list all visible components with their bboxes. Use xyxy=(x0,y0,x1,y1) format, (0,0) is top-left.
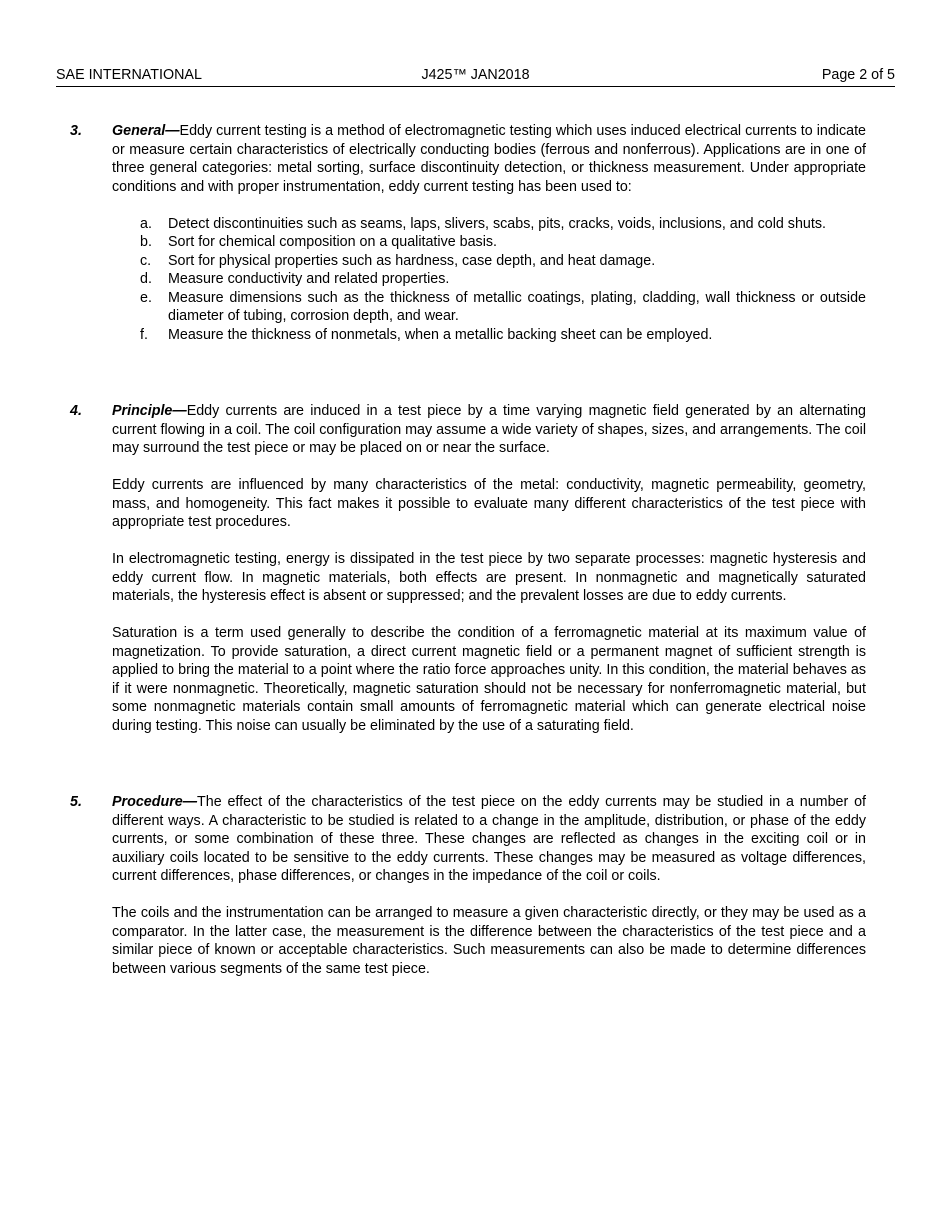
header-document-id: J425™ JAN2018 xyxy=(421,67,530,83)
list-item xyxy=(140,215,866,234)
section-paragraph xyxy=(112,793,866,886)
section-text: Eddy currents are induced in a test piece by a time varying magnetic field generated by an alternating current flowing in a coil. The coil configuration may assume a wide variety of shapes, sizes, and arrangements. The coil may surround the test piece or may be placed on or near the surface. xyxy=(112,403,866,456)
list-item-text: Sort for physical properties such as hardness, case depth, and heat damage. xyxy=(168,252,656,269)
list-item xyxy=(140,233,866,252)
section-paragraph: In electromagnetic testing, energy is dissipated in the test piece by two separate processes: magnetic hysteresis and eddy current flow. In magnetic materials, both effects are present. In nonmagnetic and magnetically saturated materials, the hysteresis effect is absent or suppressed; and the prevalent losses are due to eddy currents. xyxy=(112,551,866,604)
header-page-number: Page 2 of 5 xyxy=(821,67,895,83)
section-number: 4. xyxy=(70,403,82,419)
section-paragraph: Saturation is a term used generally to describe the condition of a ferromagnetic material at its maximum value of magnetization. To provide saturation, a direct current magnetic field or a permanent magnet of sufficient strength is applied to bring the material to a point where the ratio force approaches unity. In this condition, the material behaves as if it were nonmagnetic. Theoretically, magnetic saturation should not be necessary for nonferromagnetic material, but some nonmagnetic materials contain small amounts of ferromagnetic material which can generate electrical noise during testing. This noise can usually be eliminated by the use of a saturating field. xyxy=(112,625,866,734)
list-item xyxy=(140,326,866,345)
section-paragraph: Eddy currents are influenced by many characteristics of the metal: conductivity, magnetic permeability, geometry, mass, and homogeneity. This fact makes it possible to evaluate many different characteristics of the test piece with appropriate test procedures. xyxy=(112,477,866,530)
section-heading: General— xyxy=(112,123,180,139)
section-paragraph xyxy=(112,402,866,458)
list-item xyxy=(140,270,866,289)
list-letter: c. xyxy=(140,252,152,269)
header-organization: SAE INTERNATIONAL xyxy=(56,67,202,83)
section-text: Eddy current testing is a method of electromagnetic testing which uses induced electrical currents to indicate or measure certain characteristics of electrically conducting bodies (ferrous and nonferrous). Applications are in one of three general categories: metal sorting, surface discontinuity detection, or thickness measurement. Under appropriate conditions and with proper instrumentation, eddy current testing has been used to: xyxy=(112,123,866,195)
list-item xyxy=(140,252,866,271)
list-item-text: Measure dimensions such as the thickness of metallic coatings, plating, cladding, wall thickness or outside diameter of tubing, corrosion depth, and wear. xyxy=(168,289,866,324)
section-number: 3. xyxy=(70,123,82,139)
section-4 xyxy=(70,402,866,735)
section-3 xyxy=(70,122,866,344)
section-5 xyxy=(70,793,866,978)
section-text: The effect of the characteristics of the test piece on the eddy currents may be studied in a number of different ways. A characteristic to be studied is related to a change in the amplitude, distribution, or phase of the eddy currents, or some combination of these three. These changes are reflected as changes in the exciting coil or in auxiliary coils located to be sensitive to the eddy currents. These changes may be measured as voltage differences, current differences, phase differences, or changes in the impedance of the coil or coils. xyxy=(112,794,866,884)
list-item-text: Sort for chemical composition on a qualitative basis. xyxy=(168,234,497,250)
section-heading: Principle— xyxy=(112,403,187,419)
list-item-text: Detect discontinuities such as seams, laps, slivers, scabs, pits, cracks, voids, inclusions, and cold shuts. xyxy=(168,215,826,232)
section-paragraph: The coils and the instrumentation can be arranged to measure a given characteristic directly, or they may be used as a comparator. In the latter case, the measurement is the difference between the characteristics of the test piece and a similar piece of known or acceptable characteristics. Such measurements can also be made to determine differences between various segments of the same test piece. xyxy=(112,905,866,977)
section-paragraph xyxy=(112,122,866,196)
page-header xyxy=(56,66,895,87)
list xyxy=(140,215,866,345)
list-item-text: Measure conductivity and related properties. xyxy=(168,271,450,287)
list-letter: d. xyxy=(140,271,152,287)
list-letter: b. xyxy=(140,234,152,250)
section-number: 5. xyxy=(70,794,82,810)
list-item xyxy=(140,289,866,326)
list-letter: e. xyxy=(140,289,152,306)
list-letter: a. xyxy=(140,215,152,232)
section-heading: Procedure— xyxy=(112,794,198,810)
list-item-text: Measure the thickness of nonmetals, when a metallic backing sheet can be employed. xyxy=(168,326,713,343)
list-letter: f. xyxy=(140,326,148,343)
